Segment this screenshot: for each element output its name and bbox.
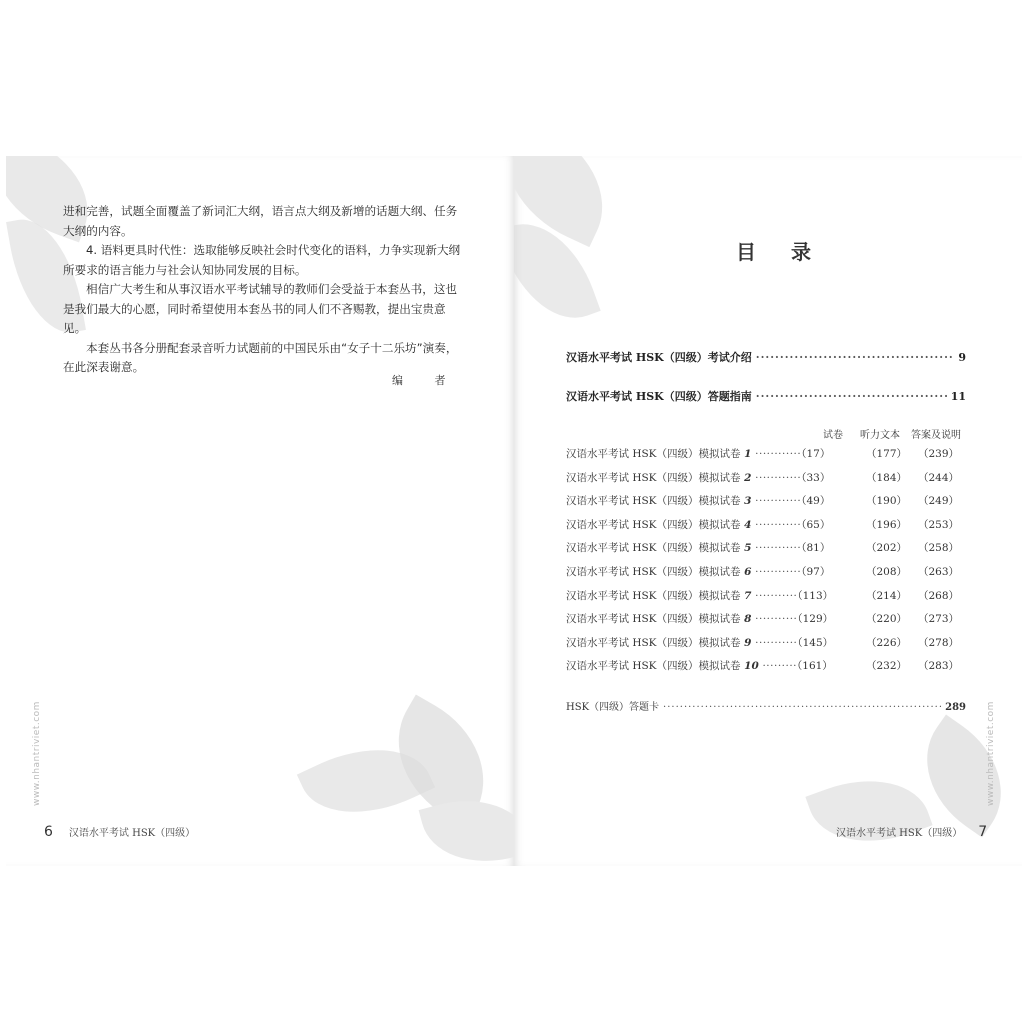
listening-page: （190） bbox=[866, 495, 908, 508]
toc-entry-practice-paper[interactable] bbox=[566, 470, 966, 490]
paper-label-text: 汉语水平考试 HSK（四级）模拟试卷 bbox=[566, 495, 741, 508]
paper-page: （33） bbox=[801, 471, 831, 484]
toc-entry-label: HSK（四级）答题卡 bbox=[566, 702, 660, 713]
toc-entry-label bbox=[566, 470, 830, 485]
paper-label-text: 汉语水平考试 HSK（四级）模拟试卷 bbox=[566, 613, 741, 626]
paper-label-text: 汉语水平考试 HSK（四级）模拟试卷 bbox=[566, 660, 741, 673]
listening-page: （196） bbox=[866, 518, 908, 531]
toc-entry-label: 汉语水平考试 HSK（四级）答题指南 bbox=[566, 390, 752, 403]
leader-dots bbox=[663, 702, 941, 713]
paper-label-text: 汉语水平考试 HSK（四级）模拟试卷 bbox=[566, 471, 741, 484]
toc-entry-label bbox=[566, 446, 830, 461]
watermark: www.nhantriviet.com bbox=[986, 701, 996, 806]
paper-page: （113） bbox=[797, 589, 834, 602]
toc-page-number: 289 bbox=[945, 702, 966, 713]
leaf-decoration bbox=[805, 759, 932, 862]
toc-entry-label: 汉语水平考试 HSK（四级）考试介绍 bbox=[566, 351, 752, 364]
answers-page: （253） bbox=[918, 518, 960, 531]
leader-dots: ············ bbox=[755, 542, 802, 555]
leader-dots: ············ bbox=[755, 518, 802, 531]
paper-number: 9 bbox=[740, 636, 756, 649]
toc-entry-label bbox=[566, 611, 833, 626]
paper-page: （81） bbox=[801, 542, 831, 555]
leader-dots: ··········· bbox=[755, 636, 798, 649]
toc-page-number: 11 bbox=[950, 390, 966, 403]
paper-label-text: 汉语水平考试 HSK（四级）模拟试卷 bbox=[566, 566, 741, 578]
left-page bbox=[6, 156, 514, 866]
paper-page: （65） bbox=[801, 518, 831, 531]
toc-entry-label bbox=[566, 540, 830, 555]
paragraph: 进和完善，试题全面覆盖了新词汇大纲，语言点大纲及新增的话题大纲、任务大纲的内容。 bbox=[63, 204, 458, 238]
leader-dots bbox=[756, 351, 955, 364]
answers-page: （273） bbox=[918, 613, 960, 626]
paper-page: （17） bbox=[801, 448, 831, 460]
paper-label-text: 汉语水平考试 HSK（四级）模拟试卷 bbox=[566, 518, 741, 531]
paper-number: 2 bbox=[740, 471, 756, 484]
toc-entry-intro[interactable] bbox=[566, 349, 966, 365]
paper-number: 4 bbox=[740, 518, 756, 531]
toc-entry-practice-paper[interactable] bbox=[566, 564, 966, 584]
toc-page-number: 9 bbox=[958, 351, 966, 364]
listening-page: （220） bbox=[866, 613, 908, 626]
leader-dots: ············ bbox=[755, 566, 802, 578]
paper-number: 3 bbox=[740, 495, 756, 508]
leader-dots: ············ bbox=[755, 471, 802, 484]
paper-page: （145） bbox=[797, 636, 834, 649]
paper-page: （129） bbox=[797, 613, 834, 626]
author-signature: 编 者 bbox=[392, 374, 460, 387]
paper-page: （97） bbox=[801, 566, 831, 578]
listening-page: （177） bbox=[866, 448, 908, 460]
toc-entry-practice-paper[interactable] bbox=[566, 540, 966, 560]
answers-page: （239） bbox=[918, 448, 960, 460]
paper-label-text: 汉语水平考试 HSK（四级）模拟试卷 bbox=[566, 636, 741, 649]
column-header-paper: 试卷 bbox=[823, 430, 843, 441]
paper-label-text: 汉语水平考试 HSK（四级）模拟试卷 bbox=[566, 542, 741, 555]
listening-page: （184） bbox=[866, 471, 908, 484]
answers-page: （249） bbox=[918, 495, 960, 508]
leader-dots: ··········· bbox=[755, 613, 798, 626]
toc-entry-label bbox=[566, 564, 830, 579]
running-title: 汉语水平考试 HSK（四级） bbox=[68, 828, 196, 839]
answers-page: （278） bbox=[918, 636, 960, 649]
page-footer bbox=[44, 824, 195, 840]
toc-entry-practice-paper[interactable] bbox=[566, 446, 966, 466]
paper-number: 5 bbox=[740, 542, 756, 555]
paper-number: 1 bbox=[740, 448, 756, 460]
listening-page: （226） bbox=[866, 636, 908, 649]
toc-entry-answer-card[interactable] bbox=[566, 698, 966, 713]
paper-page: （49） bbox=[801, 495, 831, 508]
preface-text bbox=[63, 202, 468, 378]
answers-page: （283） bbox=[918, 660, 960, 673]
answers-page: （268） bbox=[918, 589, 960, 602]
column-header-answers: 答案及说明 bbox=[911, 430, 961, 441]
toc-entry-label bbox=[566, 635, 833, 650]
toc-entry-practice-paper[interactable] bbox=[566, 611, 966, 631]
right-page bbox=[514, 156, 1022, 866]
answers-page: （263） bbox=[918, 566, 960, 578]
listening-page: （232） bbox=[866, 660, 908, 673]
paper-number: 8 bbox=[740, 613, 756, 626]
paper-number: 6 bbox=[740, 566, 756, 578]
paper-label-text: 汉语水平考试 HSK（四级）模拟试卷 bbox=[566, 589, 741, 602]
answers-page: （258） bbox=[918, 542, 960, 555]
paragraph: 本套丛书各分册配套录音听力试题前的中国民乐由“女子十二乐坊”演奏，在此深表谢意。 bbox=[63, 340, 458, 374]
paper-number: 10 bbox=[740, 660, 763, 673]
toc-entry-practice-paper[interactable] bbox=[566, 635, 966, 655]
paragraph: 相信广大考生和从事汉语水平考试辅导的教师们会受益于本套丛书，这也是我们最大的心愿，同时希望使用本套丛书的同人们不吝赐教，提出宝贵意见。 bbox=[63, 282, 458, 335]
leader-dots: ········· bbox=[762, 660, 798, 673]
leader-dots bbox=[756, 390, 947, 403]
listening-page: （202） bbox=[866, 542, 908, 555]
paper-label-text: 汉语水平考试 HSK（四级）模拟试卷 bbox=[566, 448, 741, 460]
toc-entry-label bbox=[566, 658, 833, 673]
leader-dots: ············ bbox=[755, 448, 802, 460]
leader-dots: ··········· bbox=[755, 589, 798, 602]
running-title: 汉语水平考试 HSK（四级） bbox=[836, 828, 963, 839]
toc-entry-label bbox=[566, 588, 833, 603]
paper-page: （161） bbox=[797, 660, 833, 673]
listening-page: （208） bbox=[866, 566, 908, 578]
listening-page: （214） bbox=[866, 589, 908, 602]
toc-entry-practice-paper[interactable] bbox=[566, 588, 966, 608]
toc-entry-label bbox=[566, 517, 830, 532]
toc-entry-guide[interactable] bbox=[566, 388, 966, 404]
leader-dots: ············ bbox=[755, 495, 802, 508]
toc-title: 目 录 bbox=[736, 240, 825, 264]
toc-entry-practice-paper[interactable] bbox=[566, 517, 966, 537]
toc-entry-practice-paper[interactable] bbox=[566, 658, 966, 678]
column-header-listening: 听力文本 bbox=[860, 430, 900, 441]
paragraph: 4. 语料更具时代性：选取能够反映社会时代变化的语料，力争实现新大纲所要求的语言能力与社会认知协同发展的目标。 bbox=[63, 243, 461, 277]
page-number: 7 bbox=[978, 824, 988, 840]
page-footer bbox=[836, 824, 987, 840]
page-number: 6 bbox=[44, 824, 53, 840]
toc-entry-practice-paper[interactable] bbox=[566, 493, 966, 513]
answers-page: （244） bbox=[918, 471, 960, 484]
paper-number: 7 bbox=[740, 589, 756, 602]
watermark: www.nhantriviet.com bbox=[32, 701, 42, 806]
toc-entry-label bbox=[566, 493, 830, 508]
